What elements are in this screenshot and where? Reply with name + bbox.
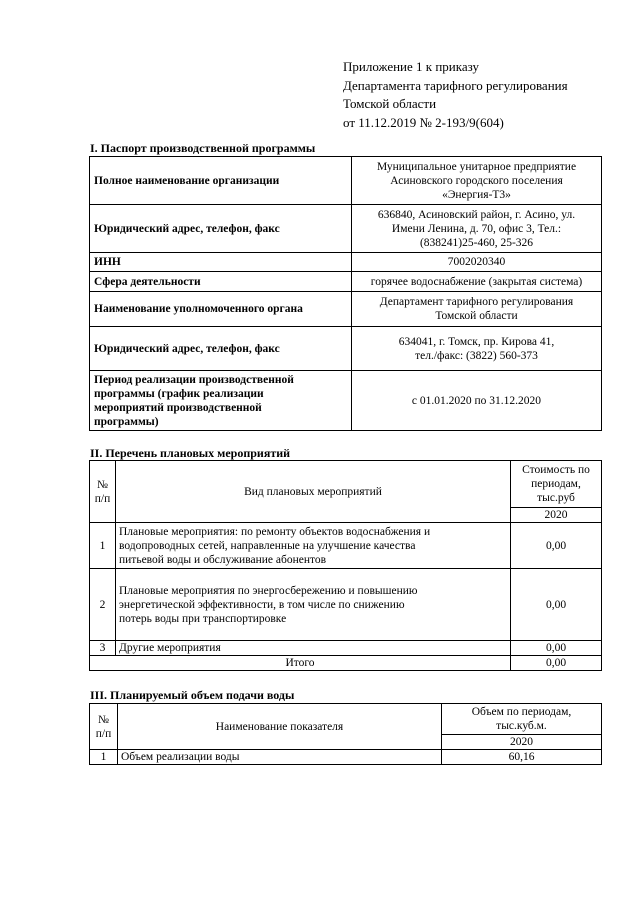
table-row <box>90 253 602 272</box>
row-indicator: Объем реализации воды <box>118 750 442 765</box>
row-label: Юридический адрес, телефон, факс <box>90 327 352 371</box>
header-volume <box>442 704 602 735</box>
header-cost-line: тыс.руб <box>537 492 575 504</box>
table-header-row <box>90 461 602 508</box>
header-cost-line: Стоимость по <box>522 464 590 476</box>
header-number-sign: № <box>97 478 108 491</box>
header-number-sign: № <box>98 713 109 726</box>
header-activity-type: Вид плановых мероприятий <box>116 461 511 523</box>
row-cost: 0,00 <box>511 523 602 569</box>
row-cost: 0,00 <box>511 569 602 641</box>
value-line: тел./факс: (3822) 560-373 <box>415 349 538 362</box>
value-line: «Энергия-Т3» <box>442 188 511 201</box>
label-line: программы (график реализации <box>94 388 264 400</box>
row-value <box>352 272 602 292</box>
table-row <box>90 205 602 253</box>
activity-line: потерь воды при транспортировке <box>119 612 287 625</box>
value-line: (838241)25-460, 25-326 <box>419 236 534 249</box>
value-line: с 01.01.2020 по 31.12.2020 <box>411 394 542 407</box>
row-value <box>352 205 602 253</box>
header-year: 2020 <box>442 735 602 750</box>
row-label: ИНН <box>90 253 352 272</box>
value-line: Асиновского городского поселения <box>390 174 563 187</box>
table-row <box>90 292 602 327</box>
row-activity <box>116 641 511 656</box>
row-value <box>352 157 602 205</box>
row-activity <box>116 569 511 641</box>
activity-line: Другие мероприятия <box>119 642 221 654</box>
table-row <box>90 157 602 205</box>
activity-line: энергетической эффективности, в том числе по снижению <box>119 598 405 611</box>
row-value <box>352 327 602 371</box>
program-passport-table <box>89 156 602 431</box>
header-line-4: от 11.12.2019 № 2-193/9(604) <box>343 114 504 130</box>
header-number <box>90 461 116 523</box>
row-value <box>352 292 602 327</box>
value-line: Департамент тарифного регулирования <box>379 296 574 308</box>
row-value <box>352 371 602 431</box>
row-number: 1 <box>90 523 116 569</box>
section-2-title: II. Перечень плановых мероприятий <box>90 446 291 460</box>
section-1-title: I. Паспорт производственной программы <box>90 141 316 155</box>
header-number-abbr: п/п <box>95 727 112 740</box>
header-cost <box>511 461 602 508</box>
value-line: 636840, Асиновский район, г. Асино, ул. <box>377 208 576 221</box>
header-number <box>90 704 118 750</box>
row-label: Полное наименование организации <box>90 157 352 205</box>
header-volume-line: тыс.куб.м. <box>496 720 547 732</box>
value-line: Имени Ленина, д. 70, офис 3, Тел.: <box>391 222 562 235</box>
header-cost-line: периодам, <box>531 478 581 490</box>
table-row <box>90 371 602 431</box>
section-3-title: III. Планируемый объем подачи воды <box>90 688 295 702</box>
value-line: 7002020340 <box>447 256 506 268</box>
header-number-abbr: п/п <box>94 492 111 505</box>
row-activity <box>116 523 511 569</box>
header-year: 2020 <box>511 508 602 523</box>
header-line-2: Департамента тарифного регулирования <box>343 77 568 93</box>
header-volume-line: Объем по периодам, <box>471 706 572 718</box>
table-row <box>90 523 602 569</box>
row-cost: 0,00 <box>511 641 602 656</box>
table-row <box>90 327 602 371</box>
row-number: 3 <box>90 641 116 656</box>
water-supply-volume-table <box>89 703 602 765</box>
label-line: Период реализации производственной <box>94 374 294 386</box>
row-label: Юридический адрес, телефон, факс <box>90 205 352 253</box>
label-line: мероприятий производственной <box>94 402 262 414</box>
value-line: горячее водоснабжение (закрытая система) <box>370 275 583 288</box>
table-row <box>90 750 602 765</box>
table-total-row <box>90 656 602 671</box>
activity-line: Плановые мероприятия по энергосбережению и повышению <box>119 584 418 597</box>
row-label <box>90 371 352 431</box>
total-label: Итого <box>90 656 511 671</box>
header-indicator: Наименование показателя <box>118 704 442 750</box>
row-label: Сфера деятельности <box>90 272 352 292</box>
row-volume: 60,16 <box>442 750 602 765</box>
total-value: 0,00 <box>511 656 602 671</box>
row-label: Наименование уполномоченного органа <box>90 292 352 327</box>
order-appendix-header <box>343 58 568 132</box>
value-line: Томской области <box>435 310 518 322</box>
row-value <box>352 253 602 272</box>
header-line-3: Томской области <box>343 96 437 111</box>
planned-activities-table <box>89 460 602 671</box>
activity-line: водопроводных сетей, направленные на улучшение качества <box>119 539 416 552</box>
table-header-row <box>90 704 602 735</box>
value-line: Муниципальное унитарное предприятие <box>376 160 577 173</box>
table-row <box>90 272 602 292</box>
table-row <box>90 569 602 641</box>
table-row <box>90 641 602 656</box>
value-line: 634041, г. Томск, пр. Кирова 41, <box>398 335 555 348</box>
row-number: 1 <box>90 750 118 765</box>
activity-line: Плановые мероприятия: по ремонту объектов водоснабжения и <box>119 525 431 538</box>
row-number: 2 <box>90 569 116 641</box>
label-line: программы) <box>94 416 159 428</box>
header-line-1: Приложение 1 к приказу <box>343 59 480 74</box>
activity-line: питьевой воды и обслуживание абонентов <box>119 553 327 566</box>
